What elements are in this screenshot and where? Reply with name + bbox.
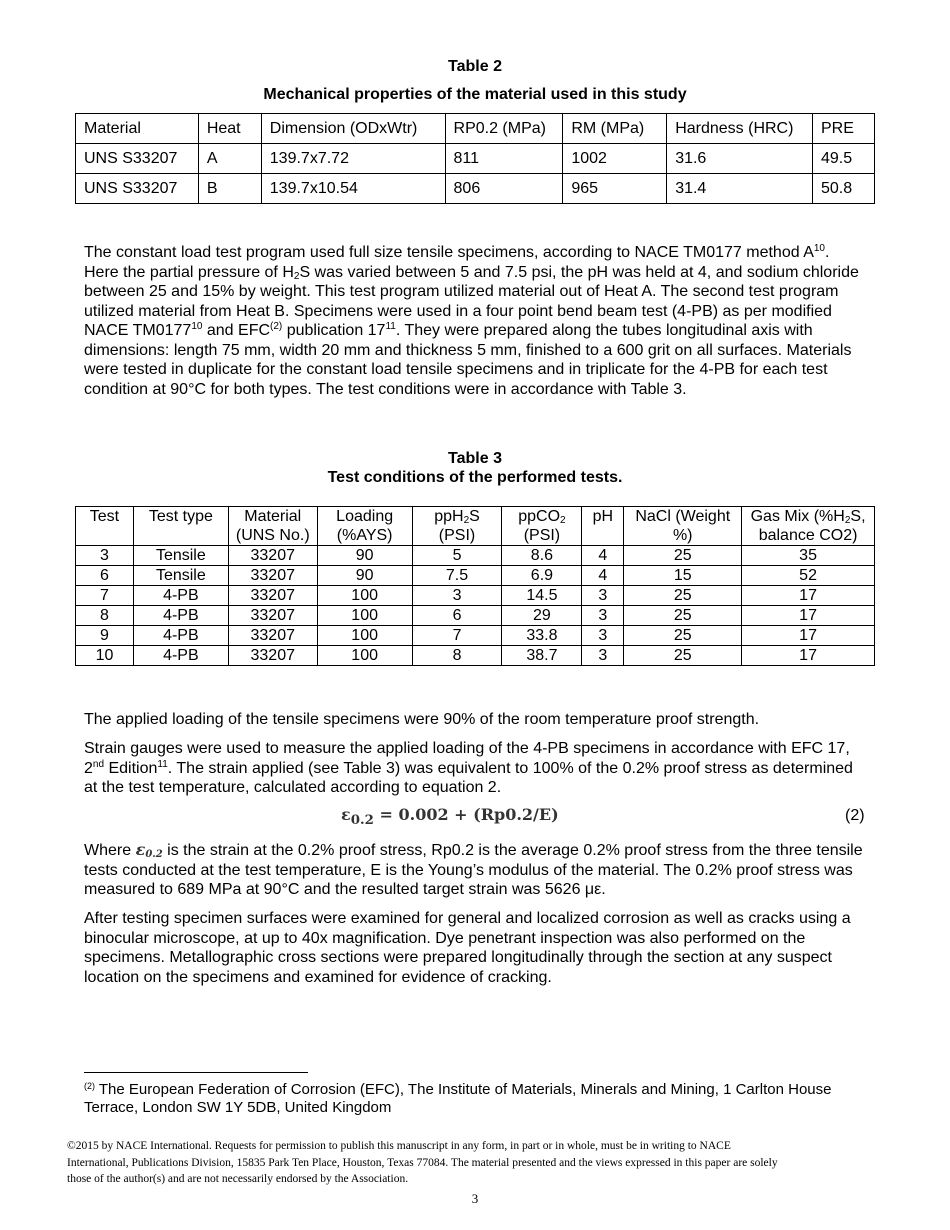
table-cell: 17: [742, 626, 875, 646]
table-cell: 3: [76, 546, 134, 566]
table-header-cell: Test: [76, 507, 134, 546]
table-cell: 33207: [228, 586, 317, 606]
table-cell: 100: [317, 606, 412, 626]
table-row: [76, 144, 875, 174]
table-header-cell: Material: [76, 114, 199, 144]
table-cell: 8: [412, 646, 502, 666]
table-cell: 4: [582, 566, 624, 586]
table-cell: 3: [582, 606, 624, 626]
table-header-cell: RP0.2 (MPa): [445, 114, 563, 144]
table3: [75, 506, 875, 666]
table3-label: Table 3: [448, 450, 502, 467]
equation-2: [0, 805, 950, 829]
table-cell: 33.8: [502, 626, 582, 646]
body-paragraph-where: [84, 840, 868, 900]
table-cell: 3: [582, 586, 624, 606]
table-header-cell: NaCl (Weight %): [624, 507, 742, 546]
text-run: Edition: [104, 759, 158, 777]
table2-label: Table 2: [448, 58, 502, 75]
table-header-cell: Material (UNS No.): [228, 507, 317, 546]
table-cell: B: [198, 174, 261, 204]
text-run: S (PSI): [438, 508, 480, 544]
table-cell: 33207: [228, 626, 317, 646]
table-cell: 90: [317, 546, 412, 566]
table-header-cell: Dimension (ODxWtr): [261, 114, 445, 144]
table-cell: A: [198, 144, 261, 174]
text-run: publication 17: [282, 322, 386, 339]
table-header-cell: pH: [582, 507, 624, 546]
subscript: 0.2: [145, 849, 163, 860]
table-row: [76, 586, 875, 606]
footnote: [84, 1081, 874, 1117]
text-run: S, balance CO2): [758, 508, 866, 544]
equation-formula: [341, 805, 559, 828]
footnote-marker: (2): [84, 1081, 95, 1091]
table-row: [76, 646, 875, 666]
subscript: 2: [463, 515, 470, 526]
page-number: 3: [471, 1191, 479, 1206]
table-cell: 49.5: [812, 144, 874, 174]
table-cell: 100: [317, 646, 412, 666]
text-run: is the strain at the 0.2% proof stress, Rp0.2 is the average 0.2% proof stress from the three tensile tests conducted at the test temperature, E is the Young’s modulus of the material. The 0.2% proof stress was measured to 689 MPa at 90°C and the resulted target strain was 5626 με.: [84, 842, 863, 898]
table-cell: 25: [624, 586, 742, 606]
reference-superscript: 10: [191, 321, 203, 332]
footnote-marker: (2): [270, 321, 283, 332]
table-cell: 806: [445, 174, 563, 204]
table2-title: Mechanical properties of the material used in this study: [263, 86, 687, 103]
table-cell: UNS S33207: [76, 174, 199, 204]
table-header-cell: Hardness (HRC): [667, 114, 813, 144]
table-cell: 4: [582, 546, 624, 566]
table-cell: 139.7x10.54: [261, 174, 445, 204]
table-row: [76, 546, 875, 566]
copyright-notice: ©2015 by NACE International. Requests for permission to publish this manuscript in any form, in part or in whole, must be in writing to NACE International, Publications Division, 15835 Park Ten Place, Houston, Texas 77084. The material presented and the views expressed in this paper are solely those of the author(s) and are not necessarily endorsed by the Association.: [67, 1140, 778, 1185]
table-cell: 7: [76, 586, 134, 606]
table-cell: 811: [445, 144, 563, 174]
table-header-cell: [742, 507, 875, 546]
text-run: S was varied between 5 and 7.5 psi, the pH was held at 4, and sodium chloride between 25 and 15% by weight. This test program utilized material out of Heat A. The second test program utilized material from Heat B. Specimens were used in a four point bend beam test (4-PB) as per modified NACE TM0177: [84, 263, 859, 339]
text-run: . Here the partial pressure of H: [84, 244, 830, 281]
table-cell: 14.5: [502, 586, 582, 606]
symbol-glyph: ε: [135, 840, 146, 859]
table-cell: 100: [317, 586, 412, 606]
table-cell: 17: [742, 646, 875, 666]
body-paragraph-examination: After testing specimen surfaces were examined for general and localized corrosion as well as cracks using a binocular microscope, at up to 40x magnification. Dye penetrant inspection was also performed on the specimens. Metallographic cross sections were prepared longitudinally through the section at any suspect location on the specimens and examined for evidence of cracking.: [84, 910, 851, 986]
table-cell: 4-PB: [133, 626, 228, 646]
table-header-cell: Test type: [133, 507, 228, 546]
body-paragraph-tensile-loading: The applied loading of the tensile specimens were 90% of the room temperature proof strength.: [84, 711, 760, 728]
table-cell: 38.7: [502, 646, 582, 666]
table-cell: 7: [412, 626, 502, 646]
text-run: ppH: [434, 508, 464, 525]
table-header-cell: PRE: [812, 114, 874, 144]
table-cell: 8: [76, 606, 134, 626]
table-header-cell: Loading (%AYS): [317, 507, 412, 546]
table-cell: 31.6: [667, 144, 813, 174]
text-run: ppCO: [518, 508, 561, 525]
table-cell: 33207: [228, 646, 317, 666]
table-cell: 965: [563, 174, 667, 204]
table-cell: 4-PB: [133, 646, 228, 666]
equation-number: (2): [845, 807, 865, 824]
body-paragraph-test-program: [84, 243, 868, 399]
table-cell: Tensile: [133, 566, 228, 586]
footnote-text: The European Federation of Corrosion (EFC), The Institute of Materials, Minerals and Mining, 1 Carlton House Terrace, London SW 1Y 5DB, United Kingdom: [84, 1081, 832, 1116]
table3-title: Test conditions of the performed tests.: [327, 469, 623, 486]
text-run: . The strain applied (see Table 3) was equivalent to 100% of the 0.2% proof stress as determined at the test temperature, calculated according to equation 2.: [84, 759, 853, 796]
table-cell: 52: [742, 566, 875, 586]
table-cell: 139.7x7.72: [261, 144, 445, 174]
table-cell: 8.6: [502, 546, 582, 566]
table-header-cell: [412, 507, 502, 546]
table-cell: 3: [412, 586, 502, 606]
table-cell: 29: [502, 606, 582, 626]
table-header-cell: RM (MPa): [563, 114, 667, 144]
subscript: 2: [293, 270, 300, 282]
table-cell: 4-PB: [133, 586, 228, 606]
table-cell: 25: [624, 626, 742, 646]
text-run: Where: [84, 842, 136, 859]
table-cell: 6: [76, 566, 134, 586]
text-run: . They were prepared along the tubes longitudinal axis with dimensions: length 75 mm, width 20 mm and thickness 5 mm, finished to a 600 grit on all surfaces. Materials were tested in duplicate for the constant load tensile specimens and in triplicate for the 4-PB for each test condition at 90°C for both types. The test conditions were in accordance with Table 3.: [84, 322, 852, 398]
text-run: Gas Mix (%H: [750, 508, 845, 525]
table-cell: 17: [742, 606, 875, 626]
table-row: [76, 626, 875, 646]
table-cell: 25: [624, 646, 742, 666]
epsilon-symbol: ε: [341, 805, 351, 824]
table-cell: 50.8: [812, 174, 874, 204]
table-cell: 25: [624, 606, 742, 626]
table-cell: 35: [742, 546, 875, 566]
reference-superscript: 11: [157, 758, 168, 770]
table-cell: 31.4: [667, 174, 813, 204]
table-cell: 33207: [228, 606, 317, 626]
table2: [75, 113, 875, 204]
table-header-cell: [502, 507, 582, 546]
subscript: 2: [560, 515, 566, 526]
table-header-row: [76, 114, 875, 144]
table-row: [76, 606, 875, 626]
table-cell: Tensile: [133, 546, 228, 566]
equation-rhs: = 0.002 + (Rp0.2/E): [373, 805, 559, 824]
subscript: 2: [844, 515, 851, 526]
table-cell: 10: [76, 646, 134, 666]
table-cell: 3: [582, 626, 624, 646]
ordinal-superscript: nd: [92, 758, 105, 770]
footnote-divider: [84, 1072, 308, 1073]
reference-superscript: 11: [385, 321, 396, 332]
table-cell: UNS S33207: [76, 144, 199, 174]
table-cell: 17: [742, 586, 875, 606]
table-row: [76, 566, 875, 586]
reference-superscript: 10: [813, 243, 825, 254]
table-cell: 5: [412, 546, 502, 566]
table-cell: 6.9: [502, 566, 582, 586]
table-cell: 7.5: [412, 566, 502, 586]
text-run: The constant load test program used full size tensile specimens, according to NACE TM0177 method A: [84, 244, 814, 261]
table-cell: 9: [76, 626, 134, 646]
subscript: 0.2: [350, 812, 374, 829]
table-cell: 25: [624, 546, 742, 566]
text-run: Strain gauges were used to measure the applied loading of the 4-PB specimens in accordance with EFC 17, 2: [84, 740, 850, 777]
table-header-row: [76, 507, 875, 546]
table-cell: 33207: [228, 566, 317, 586]
table-cell: 3: [582, 646, 624, 666]
table-header-cell: Heat: [198, 114, 261, 144]
table-cell: 6: [412, 606, 502, 626]
body-paragraph-strain-gauges: [84, 739, 868, 798]
table-row: [76, 174, 875, 204]
table-cell: 4-PB: [133, 606, 228, 626]
text-run: and EFC: [202, 322, 271, 339]
epsilon-symbol: [136, 840, 163, 859]
text-run: (PSI): [523, 527, 561, 544]
table-cell: 33207: [228, 546, 317, 566]
table-cell: 90: [317, 566, 412, 586]
table-cell: 100: [317, 626, 412, 646]
table-cell: 15: [624, 566, 742, 586]
table-cell: 1002: [563, 144, 667, 174]
